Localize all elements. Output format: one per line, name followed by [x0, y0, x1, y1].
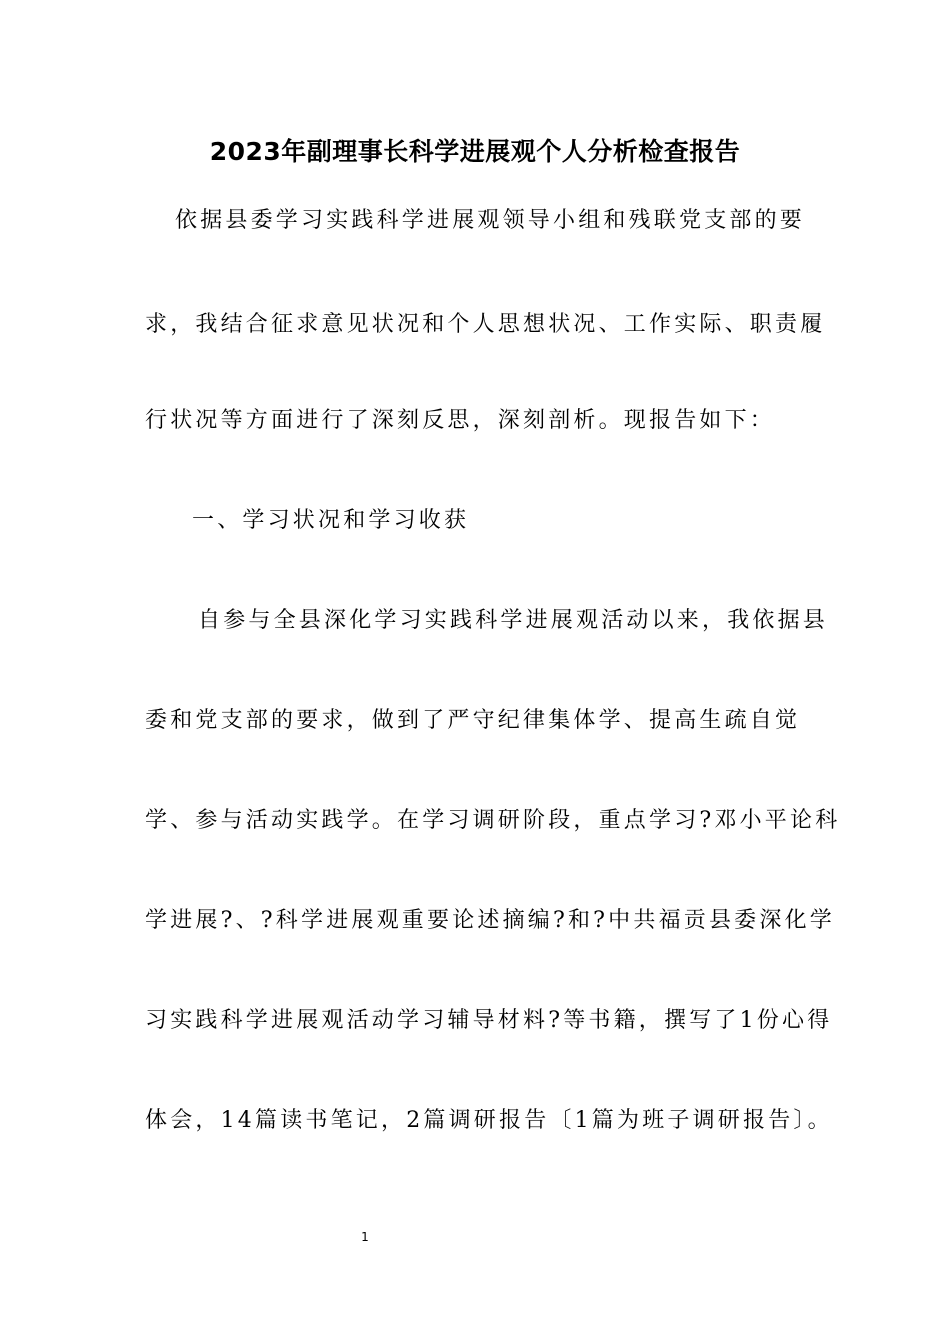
paragraph-line: 自参与全县深化学习实践科学进展观活动以来，我依据县: [198, 608, 829, 633]
paragraph-line: 学、参与活动实践学。在学习调研阶段，重点学习?邓小平论科: [145, 808, 841, 833]
page-number: 1: [361, 1230, 369, 1244]
paragraph-line: 行状况等方面进行了深刻反思，深刻剖析。现报告如下：: [145, 408, 776, 433]
document-title: 2023年副理事长科学进展观个人分析检查报告: [209, 137, 741, 166]
paragraph-line: 体会，14篇读书笔记，2篇调研报告〔1篇为班子调研报告〕。: [145, 1108, 833, 1133]
paragraph-line: 学进展?、?科学进展观重要论述摘编?和?中共福贡县委深化学: [145, 908, 835, 933]
paragraph-line: 求，我结合征求意见状况和个人思想状况、工作实际、职责履: [145, 312, 826, 337]
section-heading: 一、学习状况和学习收获: [192, 508, 470, 533]
paragraph-line: 依据县委学习实践科学进展观领导小组和残联党支部的要: [175, 208, 806, 233]
paragraph-line: 习实践科学进展观活动学习辅导材料?等书籍，撰写了1份心得: [145, 1008, 833, 1033]
paragraph-line: 委和党支部的要求，做到了严守纪律集体学、提高生疏自觉: [145, 708, 801, 733]
